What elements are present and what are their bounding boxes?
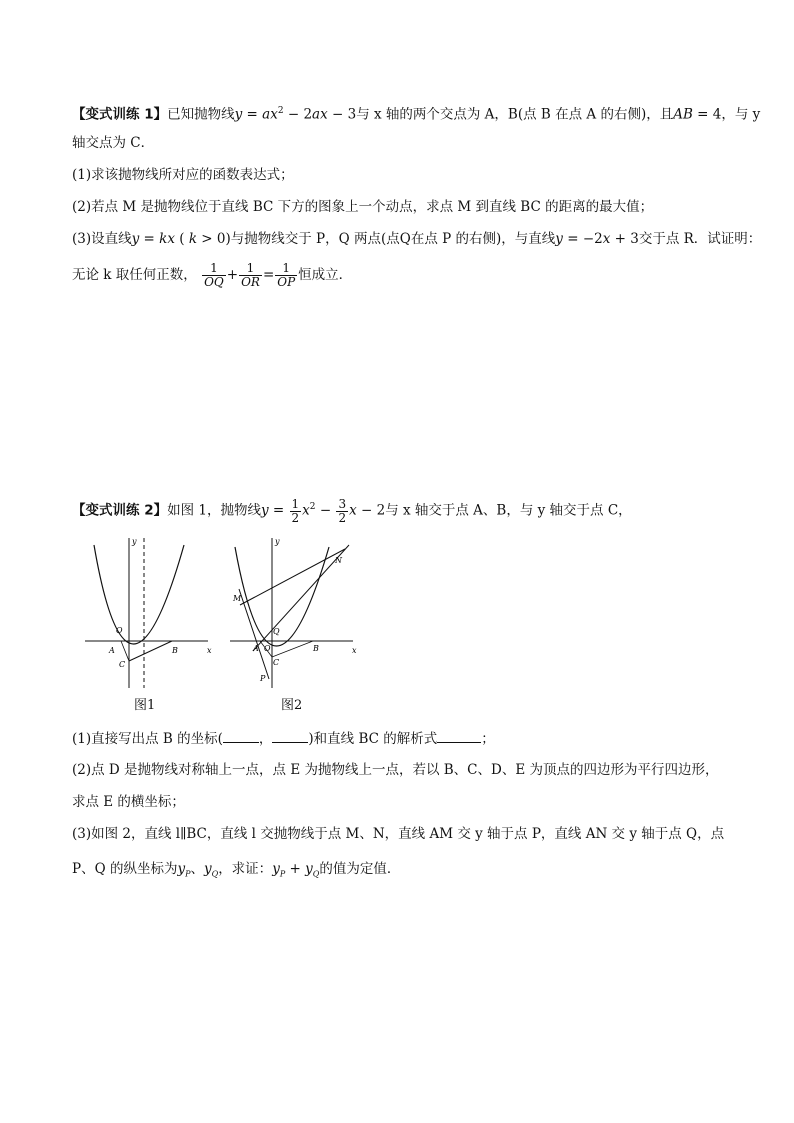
p1-tag: 【变式训练 1】 xyxy=(72,106,168,123)
svg-text:x: x xyxy=(207,646,212,655)
answer-blank-bc[interactable] xyxy=(437,728,481,743)
figure-2-caption: 图2 xyxy=(281,698,303,713)
svg-text:A: A xyxy=(109,646,115,655)
svg-text:C: C xyxy=(273,658,280,667)
svg-text:N: N xyxy=(335,556,342,565)
svg-text:y: y xyxy=(275,537,280,546)
figure-2 xyxy=(225,533,360,693)
svg-text:O: O xyxy=(116,626,123,635)
svg-text:Q: Q xyxy=(273,627,280,636)
p2-question-2-line-2: 求点 E 的横坐标； xyxy=(72,794,185,810)
answer-blank-b-y[interactable] xyxy=(272,728,308,743)
svg-text:P: P xyxy=(260,674,266,683)
p2-question-3-line-1: (3)如图 2，直线 l∥BC，直线 l 交抛物线于点 M、N，直线 AM 交 y 轴于点 P，直线 AN 交 y 轴于点 Q，点 xyxy=(72,826,725,842)
svg-text:y: y xyxy=(132,537,137,546)
p1-question-2: (2)若点 M 是抛物线位于直线 BC 下方的图象上一个动点，求点 M 到直线 BC 的距离的最大值； xyxy=(72,199,654,215)
fraction-oq: $\frac{1}{OQ}$ xyxy=(204,261,224,289)
figure-1 xyxy=(80,533,215,693)
p2-tag: 【变式训练 2】 xyxy=(72,502,168,519)
p2-question-2-line-1: (2)点 D 是抛物线对称轴上一点，点 E 为抛物线上一点，若以 B、C、D、E 为顶点的四边形为平行四边形， xyxy=(72,762,719,778)
svg-text:O: O xyxy=(264,644,271,653)
p1-question-1: (1)求该抛物线所对应的函数表达式； xyxy=(72,167,294,183)
svg-text:C: C xyxy=(119,660,126,669)
svg-text:B: B xyxy=(172,646,178,655)
fraction-or: $\frac{1}{OR}$ xyxy=(241,261,260,289)
svg-text:M: M xyxy=(233,594,242,603)
p1-parabola-eq: y xyxy=(234,106,243,123)
svg-text:A: A xyxy=(253,644,259,653)
svg-text:x: x xyxy=(352,646,357,655)
answer-blank-b-x[interactable] xyxy=(223,728,259,743)
p2-question-3-line-2: P、Q 的纵坐标为$y_P$、$y_Q$，求证：$y_P + y_Q$的值为定值． xyxy=(72,861,401,879)
svg-text:B: B xyxy=(313,644,319,653)
p1-question-3-line-2: 无论 k 取任何正数， $\frac{1}{OQ}$ + $\frac{1}{OR}$ = $\frac{1}{OP}$ 恒成立． xyxy=(72,261,353,289)
p1-question-3-line-1: (3)设直线y = kx ( k > 0)与抛物线交于 P，Q 两点(点Q在点 P 的右侧)，与直线y = −2x + 3交于点 R．试证明： xyxy=(72,231,762,247)
fraction-op: $\frac{1}{OP}$ xyxy=(277,261,296,289)
figure-1-caption: 图1 xyxy=(134,698,156,713)
p1-line-2: 轴交点为 C． xyxy=(72,135,155,151)
p2-line-1: 【变式训练 2】如图 1，抛物线y = $\frac{1}{2}$ $x^2$ − $\frac{3}{2}$ x − 2与 x 轴交于点 A、B，与 y 轴交于点 C， xyxy=(72,496,632,525)
p2-question-1: (1)直接写出点 B 的坐标( ， )和直线 BC 的解析式 ； xyxy=(72,728,495,749)
p1-line-1: 【变式训练 1】已知抛物线$y = ax^2 - 2ax - 3$与 x 轴的两个交点为 A，B(点 B 在点 A 的右侧)，且AB = 4，与 y xyxy=(72,106,761,123)
